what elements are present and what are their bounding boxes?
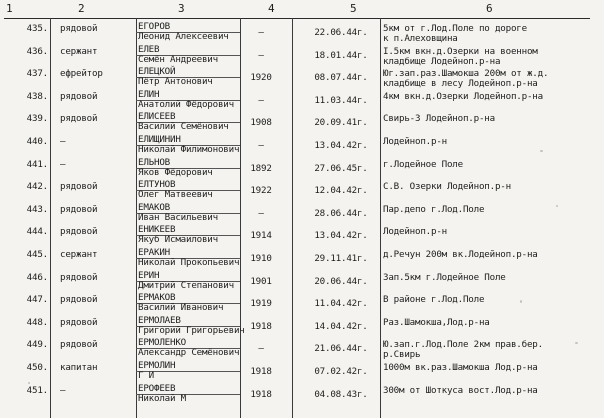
surname: ЕЛЬНОВ	[138, 156, 170, 168]
burial-place: С.В. Озерки Лодейноп.р-н	[383, 181, 511, 193]
column-header-4: 4	[268, 2, 275, 15]
scan-speck	[556, 205, 558, 207]
military-rank: рядовой	[60, 90, 98, 102]
surname: ЕРМОЛИН	[138, 360, 176, 371]
record-number: 441.	[26, 158, 48, 170]
burial-place-cont: кладбище в лесу Лодейноп.р-на	[383, 78, 538, 90]
birth-year: 1901	[250, 275, 272, 287]
death-date: 13.04.42г.	[314, 230, 368, 242]
surname: ЕЛЕВ	[138, 43, 160, 55]
record-number: 444.	[26, 226, 48, 238]
table-row	[0, 225, 604, 249]
military-rank: сержант	[60, 45, 98, 57]
burial-place: Лодейноп.р-н	[383, 136, 447, 147]
birth-year: –	[258, 49, 264, 61]
birth-year: 1918	[250, 320, 272, 332]
record-number: 436.	[26, 45, 48, 57]
burial-place: 5км от г.Лод.Поле по дороге	[383, 23, 527, 34]
death-date: 22.06.44г.	[314, 27, 368, 38]
burial-place: Раз.Шамокша,Лод.р-на	[383, 316, 490, 328]
surname: ЕГОРОВ	[138, 21, 170, 32]
surname: ЕРАКИН	[138, 247, 170, 258]
death-date: 08.07.44г.	[314, 72, 368, 84]
burial-place-cont: к п.Алеховщина	[383, 33, 458, 44]
military-rank: сержант	[60, 249, 98, 260]
record-number: 439.	[26, 113, 48, 125]
record-number: 446.	[26, 271, 48, 283]
burial-place: В районе г.Лод.Поле	[383, 294, 485, 306]
record-number: 437.	[26, 68, 48, 80]
burial-place: г.Лодейное Поле	[383, 158, 463, 170]
record-number: 447.	[26, 294, 48, 306]
military-rank: рядовой	[60, 181, 98, 193]
table-row	[0, 158, 604, 182]
burial-place: Пар.депо г.Лод.Поле	[383, 203, 485, 215]
given-name: Анатолий Фёдорович	[138, 98, 234, 110]
record-number: 451.	[26, 384, 48, 396]
military-rank: –	[60, 136, 66, 147]
military-rank: рядовой	[60, 339, 98, 351]
scan-speck	[28, 382, 30, 384]
burial-place-cont: р.Свирь	[383, 349, 421, 361]
birth-year: 1919	[250, 298, 272, 310]
birth-year: –	[258, 140, 264, 151]
given-name: Василий Семёнович	[138, 121, 229, 133]
burial-place: I.5км вкн.д.Озерки на военном	[383, 45, 538, 57]
military-rank: рядовой	[60, 226, 98, 238]
surname: ЕЛИН	[138, 88, 160, 100]
military-rank: –	[60, 158, 66, 170]
given-name: Григорий Григорьевич	[138, 324, 245, 336]
surname: ЕРМАКОВ	[138, 292, 176, 304]
record-number: 438.	[26, 90, 48, 102]
birth-year: –	[258, 27, 264, 38]
birth-year: 1910	[250, 253, 272, 264]
given-name: Леонид Алексеевич	[138, 31, 229, 42]
military-rank: рядовой	[60, 23, 98, 34]
death-date: 27.06.45г.	[314, 162, 368, 174]
given-name: Николай Филимонович	[138, 144, 240, 155]
birth-year: –	[258, 207, 264, 219]
table-row	[0, 293, 604, 317]
birth-year: –	[258, 94, 264, 106]
record-number: 450.	[26, 362, 48, 373]
given-name: Пётр Антонович	[138, 76, 213, 88]
death-date: 14.04.42г.	[314, 320, 368, 332]
military-rank: рядовой	[60, 113, 98, 125]
record-number: 443.	[26, 203, 48, 215]
surname: ЕРИН	[138, 269, 160, 281]
record-number: 442.	[26, 181, 48, 193]
death-date: 20.06.44г.	[314, 275, 368, 287]
surname: ЕЛЕЦКОЙ	[138, 66, 176, 78]
record-number: 435.	[26, 23, 48, 34]
table-row	[0, 90, 604, 114]
burial-place: 1000м вк.раз.Шамокша Лод.р-на	[383, 362, 538, 373]
record-number: 449.	[26, 339, 48, 351]
given-name: Иван Васильевич	[138, 211, 218, 223]
record-number: 445.	[26, 249, 48, 260]
birth-year: –	[258, 343, 264, 355]
given-name: Василий Иванович	[138, 302, 224, 314]
table-row	[0, 180, 604, 204]
table-row	[0, 271, 604, 295]
birth-year: 1892	[250, 162, 272, 174]
burial-place: д.Речун 200м вк.Лодейноп.р-на	[383, 249, 538, 260]
death-date: 07.02.42г.	[314, 366, 368, 377]
given-name: Яков Фёдорович	[138, 166, 213, 178]
birth-year: 1922	[250, 185, 272, 197]
death-date: 20.09.41г.	[314, 117, 368, 129]
given-name: Г И	[138, 370, 154, 381]
header-rule	[4, 18, 590, 19]
column-header-5: 5	[350, 2, 357, 15]
death-date: 12.04.42г.	[314, 185, 368, 197]
burial-place-cont: кладбище Лодейноп.р-на	[383, 55, 501, 67]
column-header-2: 2	[78, 2, 85, 15]
burial-place: Ю.зап.г.Лод.Поле 2км прав.бер.	[383, 339, 543, 351]
column-header-1: 1	[6, 2, 13, 15]
death-date: 21.06.44г.	[314, 343, 368, 355]
given-name: Семён Андреевич	[138, 53, 218, 65]
surname: ЕРМОЛАЕВ	[138, 314, 181, 326]
burial-place: Юг.зап.раз.Шамокша 200м от ж.д.	[383, 68, 549, 80]
given-name: Николай М	[138, 392, 186, 404]
military-rank: –	[60, 384, 66, 396]
column-header-6: 6	[486, 2, 493, 15]
table-row	[0, 248, 604, 272]
table-row	[0, 135, 604, 159]
burial-place: 4км вкн.д.Озерки Лодейноп.р-на	[383, 90, 543, 102]
given-name: Якуб Исмаилович	[138, 234, 218, 246]
burial-place: Зап.5км г.Лодейное Поле	[383, 271, 506, 283]
birth-year: 1918	[250, 366, 272, 377]
military-rank: рядовой	[60, 294, 98, 306]
death-date: 28.06.44г.	[314, 207, 368, 219]
death-date: 11.03.44г.	[314, 94, 368, 106]
military-rank: рядовой	[60, 203, 98, 215]
record-number: 440.	[26, 136, 48, 147]
surname: ЕМАКОВ	[138, 201, 170, 213]
military-rank: рядовой	[60, 316, 98, 328]
table-row	[0, 316, 604, 340]
military-rank: ефрейтор	[60, 68, 103, 80]
table-row	[0, 112, 604, 136]
record-number: 448.	[26, 316, 48, 328]
scan-speck	[540, 150, 543, 152]
surname: ЕРОФЕЕВ	[138, 382, 176, 394]
scan-speck	[520, 300, 522, 303]
surname: ЕЛТУНОВ	[138, 179, 176, 191]
death-date: 04.08.43г.	[314, 388, 368, 400]
table-row	[0, 361, 604, 385]
column-header-3: 3	[178, 2, 185, 15]
birth-year: 1914	[250, 230, 272, 242]
birth-year: 1920	[250, 72, 272, 84]
death-date: 13.04.42г.	[314, 140, 368, 151]
table-row	[0, 203, 604, 227]
burial-place: Лодейноп.р-н	[383, 226, 447, 238]
death-date: 18.01.44г.	[314, 49, 368, 61]
military-rank: рядовой	[60, 271, 98, 283]
military-rank: капитан	[60, 362, 98, 373]
given-name: Олег Матвеевич	[138, 189, 213, 201]
given-name: Дмитрий Степанович	[138, 279, 234, 291]
birth-year: 1918	[250, 388, 272, 400]
surname: ЕНИКЕЕВ	[138, 224, 176, 236]
table-row	[0, 67, 604, 91]
death-date: 11.04.42г.	[314, 298, 368, 310]
birth-year: 1908	[250, 117, 272, 129]
given-name: Николай Прокопьевич	[138, 257, 240, 268]
table-row	[0, 22, 604, 46]
surname: ЕЛИЩИНИН	[138, 134, 181, 145]
surname: ЕРМОЛЕНКО	[138, 337, 186, 349]
burial-place: 300м от Шоткуса вост.Лод.р-на	[383, 384, 538, 396]
table-row	[0, 45, 604, 69]
scan-speck	[575, 342, 578, 344]
surname: ЕЛИСЕЕВ	[138, 111, 176, 123]
table-row	[0, 384, 604, 408]
death-date: 29.11.41г.	[314, 253, 368, 264]
table-row	[0, 338, 604, 362]
burial-place: Свирь-3 Лодейноп.р-на	[383, 113, 495, 125]
given-name: Александр Семёнович	[138, 347, 240, 359]
